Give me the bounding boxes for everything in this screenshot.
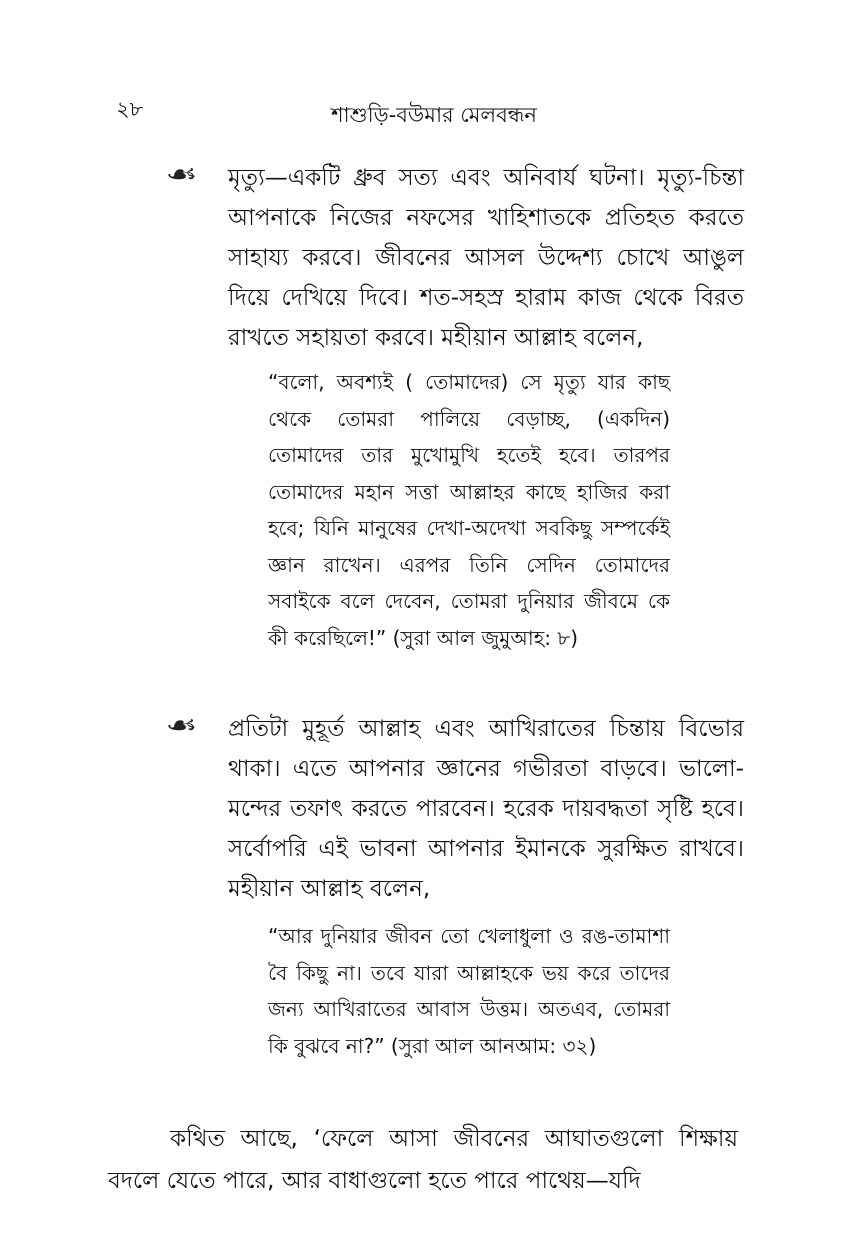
bullet-paragraph: প্রতিটা মুহূর্ত আল্লাহ এবং আখিরাতের চিন্তায় বিভোর থাকা। এতে আপনার জ্ঞানের গভীরতা বাড়বে। ভালো-মন্দের তফাৎ করতে পারবেন। হরেক দায়বদ্ধতা সৃষ্টি হবে। সর্বোপরি এই ভাবনা আপনার ইমানকে সুরক্ষিত রাখবে। মহীয়ান আল্লাহ বলেন, <box>228 716 744 902</box>
quote-text: “আর দুনিয়ার জীবন তো খেলাধুলা ও রঙ-তামাশা বৈ কিছু না। তবে যারা আল্লাহকে ভয় করে তাদের জন্য আখিরাতের আবাস উত্তম। অতএব, তোমরা কি বুঝবে না?” (সুরা আল আনআম: ৩২) <box>268 924 670 1058</box>
running-header-title: শাশুড়ি-বউমার মেলবন্ধন <box>331 103 537 127</box>
fleuron-icon: ☙ <box>165 711 198 741</box>
page-number: ২৮ <box>116 97 144 121</box>
bullet-paragraph: মৃত্যু—একটি ধ্রুব সত্য এবং অনিবার্য ঘটনা। মৃত্যু-চিন্তা আপনাকে নিজের নফসের খাহিশাতকে প্রতিহত করতে সাহায্য করবে। জীবনের আসল উদ্দেশ্য চোখে আঙুল দিয়ে দেখিয়ে দিবে। শত-সহস্র হারাম কাজ থেকে বিরত রাখতে সহায়তা করবে। মহীয়ান আল্লাহ বলেন, <box>228 165 744 351</box>
closing-paragraph: কথিত আছে, ‘ফেলে আসা জীবনের আঘাতগুলো শিক্ষায় বদলে যেতে পারে, আর বাধাগুলো হতে পারে পাথেয়—যদি <box>108 1126 738 1194</box>
quote-block <box>268 364 670 656</box>
fleuron-icon: ☙ <box>165 160 198 190</box>
quote-block <box>268 918 670 1064</box>
quote-text: “বলো, অবশ্যই ( তোমাদের) সে মৃত্যু যার কাছ থেকে তোমরা পালিয়ে বেড়াচ্ছ, (একদিন) তোমাদের তার মুখোমুখি হতেই হবে। তারপর তোমাদের মহান সত্তা আল্লাহর কাছে হাজির করা হবে; যিনি মানুষের দেখা-অদেখা সবকিছু সম্পর্কেই জ্ঞান রাখেন। এরপর তিনি সেদিন তোমাদের সবাইকে বলে দেবেন, তোমরা দুনিয়ার জীবমে কে কী করেছিলে!” (সুরা আল জুমুআহ: ৮) <box>268 370 670 650</box>
